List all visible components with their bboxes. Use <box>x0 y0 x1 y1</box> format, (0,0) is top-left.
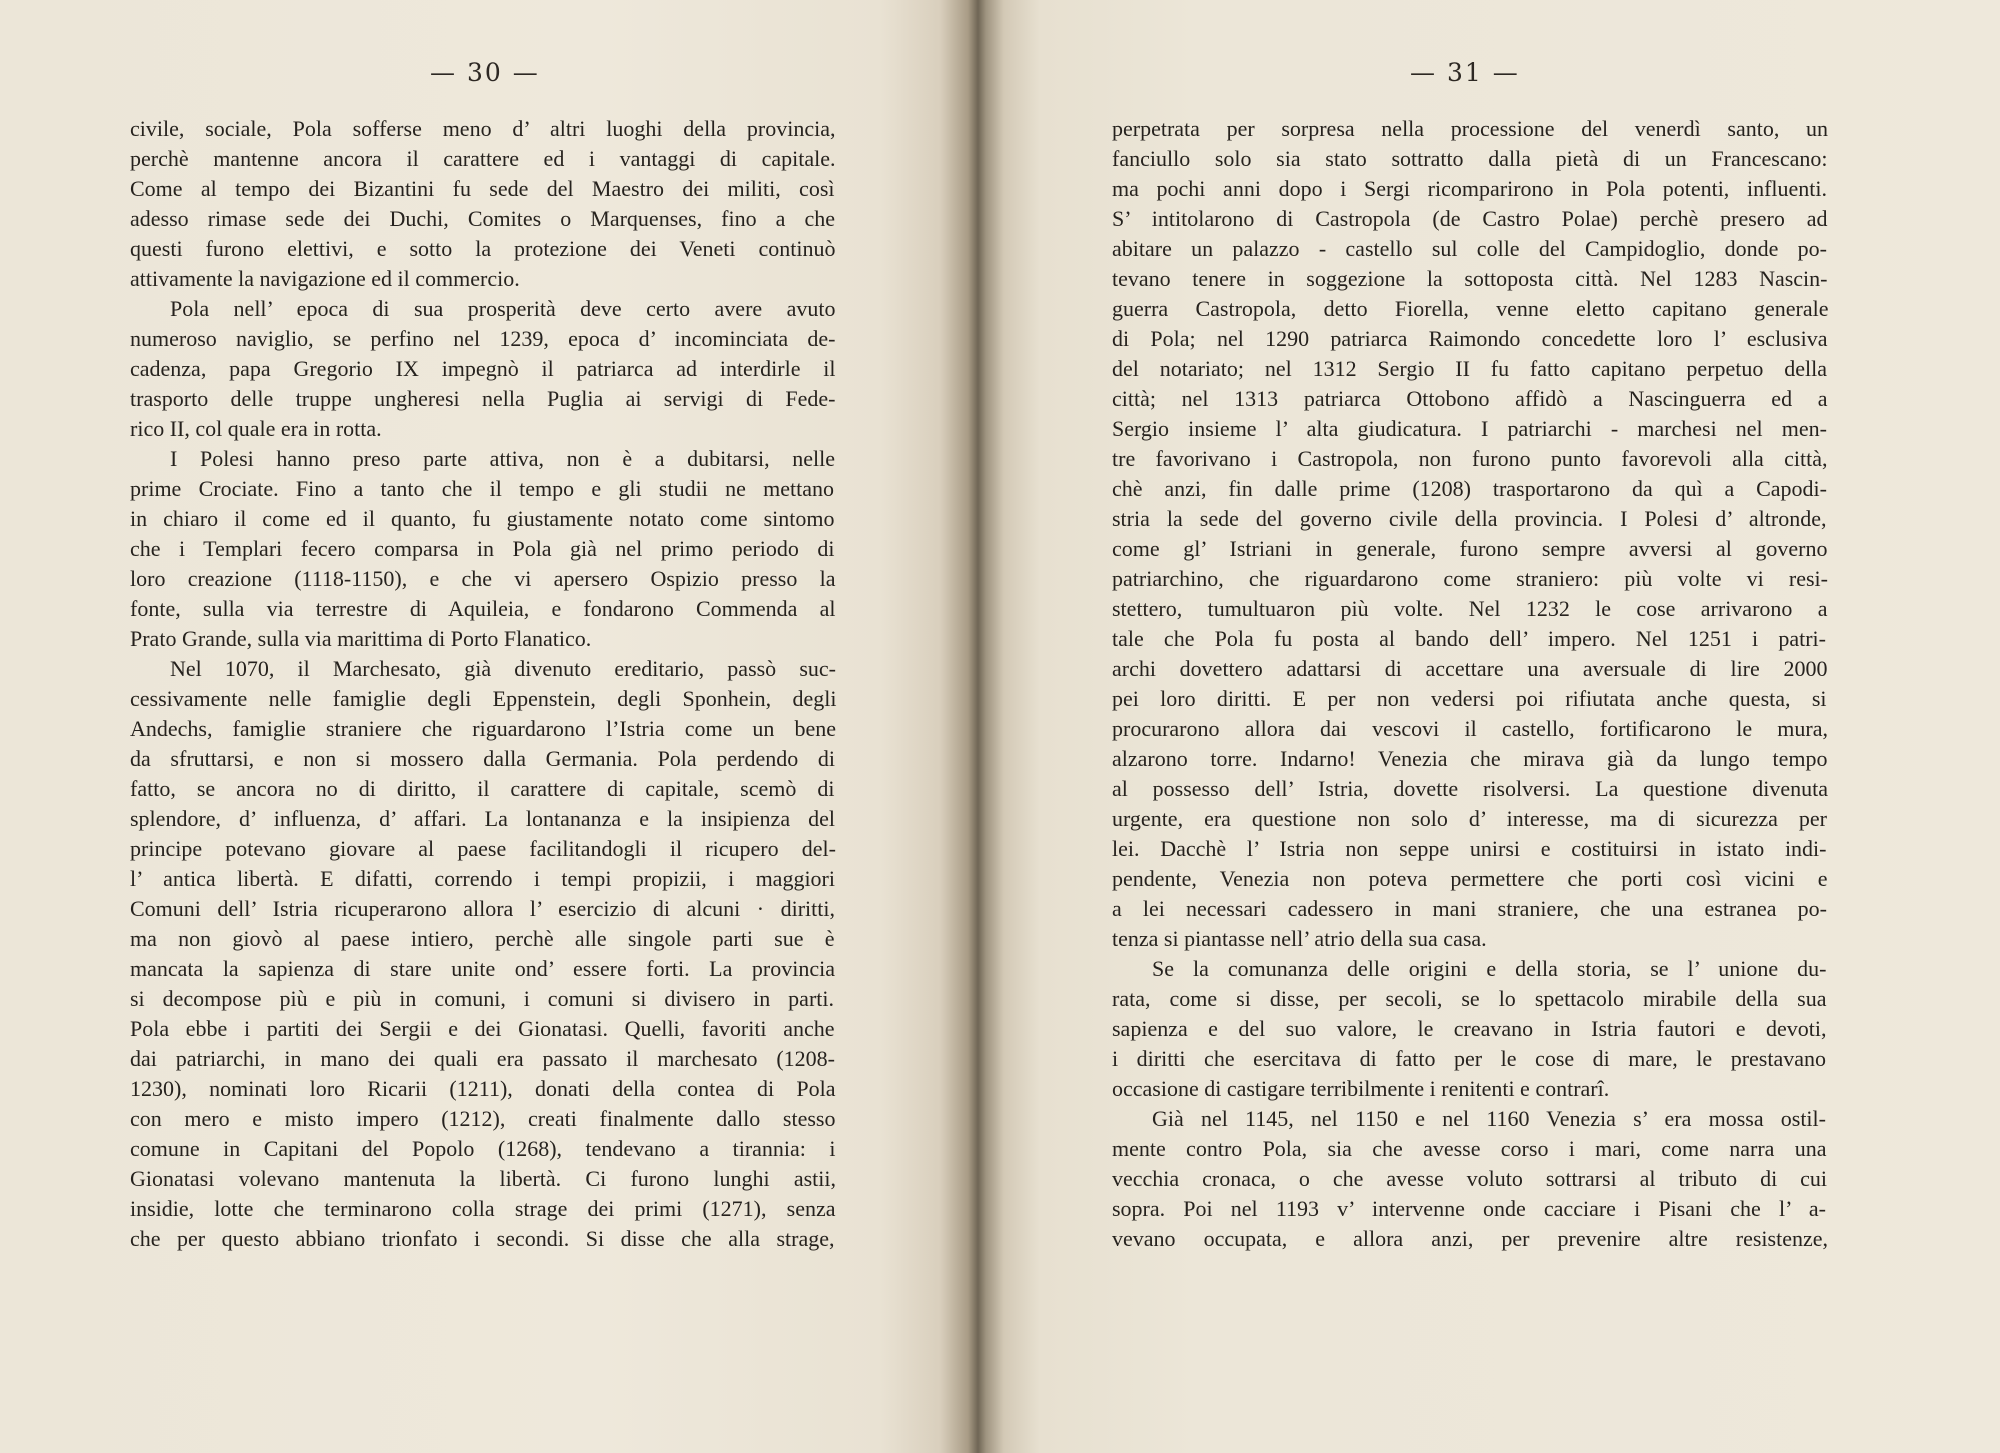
text-line: occasione di castigare terribilmente i renitenti e contrarî. <box>1112 1076 1610 1101</box>
text-line: in chiaro il come ed il quanto, fu giustamente notato come sintomo <box>130 506 835 531</box>
text-line: mente contro Pola, sia che avesse corso i mari, come narra una <box>1112 1136 1827 1161</box>
text-line: Comuni dell’ Istria ricuperarono allora l’ esercizio di alcuni · diritti, <box>130 896 835 921</box>
text-line: abitare un palazzo - castello sul colle del Campidoglio, donde po- <box>1112 236 1827 261</box>
text-line: fonte, sulla via terrestre di Aquileia, e fondarono Commenda al <box>130 596 836 621</box>
page-number: — 30 — <box>430 58 540 87</box>
text-line: del notariato; nel 1312 Sergio II fu fatto capitano perpetuo della <box>1112 356 1827 381</box>
text-line: sapienza e del suo valore, le creavano in Istria fautori e devoti, <box>1112 1016 1827 1041</box>
text-line: lei. Dacchè l’ Istria non seppe unirsi e costituirsi in istato indi- <box>1112 836 1827 861</box>
text-line: Pola ebbe i partiti dei Sergii e dei Gionatasi. Quelli, favoriti anche <box>130 1016 835 1041</box>
text-line: vecchia cronaca, o che avesse voluto sottrarsi al tributo di cui <box>1112 1166 1827 1191</box>
text-line: comune in Capitani del Popolo (1268), tendevano a tirannia: i <box>130 1136 836 1161</box>
text-line: attivamente la navigazione ed il commercio. <box>130 266 520 291</box>
text-line: si decompose più e più in comuni, i comuni si divisero in parti. <box>130 986 834 1011</box>
text-line: perpetrata per sorpresa nella processione del venerdì santo, un <box>1112 116 1828 141</box>
text-line: alzarono torre. Indarno! Venezia che mirava già da lungo tempo <box>1112 746 1828 771</box>
text-line: urgente, era questione non solo d’ interesse, ma di sicurezza per <box>1112 806 1827 831</box>
text-line: dai patriarchi, in mano dei quali era passato il marchesato (1208- <box>130 1046 835 1071</box>
text-line: procurarono allora dai vescovi il castello, fortificarono le mura, <box>1112 716 1828 741</box>
text-line: ma pochi anni dopo i Sergi ricomparirono in Pola potenti, influenti. <box>1112 176 1827 201</box>
left-page <box>0 0 985 1453</box>
text-line: numeroso naviglio, se perfino nel 1239, epoca d’ incominciata de- <box>130 326 836 351</box>
text-line: come gl’ Istriani in generale, furono sempre avversi al governo <box>1112 536 1828 561</box>
text-line: pei loro diritti. E per non vedersi poi rifiutata anche questa, si <box>1112 686 1827 711</box>
text-line: città; nel 1313 patriarca Ottobono affidò a Nascinguerra ed a <box>1112 386 1828 411</box>
text-line: Sergio insieme l’ alta giudicatura. I patriarchi - marchesi nel men- <box>1112 416 1827 441</box>
text-line: 1230), nominati loro Ricarii (1211), donati della contea di Pola <box>130 1076 836 1101</box>
text-line: con mero e misto impero (1212), creati finalmente dallo stesso <box>130 1106 836 1131</box>
text-line: Nel 1070, il Marchesato, già divenuto ereditario, passò suc- <box>170 656 836 681</box>
text-line: che per questo abbiano trionfato i secondi. Si disse che alla strage, <box>130 1226 835 1251</box>
text-line: rico II, col quale era in rotta. <box>130 416 382 441</box>
text-line: stettero, tumultuaron più volte. Nel 1232 le cose arrivarono a <box>1112 596 1828 621</box>
page-number: — 31 — <box>1410 58 1520 87</box>
page-text <box>1112 114 1832 1254</box>
text-line: Se la comunanza delle origini e della storia, se l’ unione du- <box>1152 956 1827 981</box>
text-line: archi dovettero adattarsi di accettare una aversuale di lire 2000 <box>1112 656 1828 681</box>
text-line: i diritti che esercitava di fatto per le cose di mare, le prestavano <box>1112 1046 1826 1071</box>
text-line: splendore, d’ influenza, d’ affari. La lontananza e la insipienza del <box>130 806 835 831</box>
page-text <box>130 114 840 1254</box>
text-line: Andechs, famiglie straniere che riguardarono l’Istria come un bene <box>130 716 836 741</box>
text-line: fatto, se ancora no di diritto, il carattere di capitale, scemò di <box>130 776 835 801</box>
text-line: vevano occupata, e allora anzi, per prevenire altre resistenze, <box>1112 1226 1828 1251</box>
text-line: stria la sede del governo civile della provincia. I Polesi d’ altronde, <box>1112 506 1827 531</box>
text-line: Pola nell’ epoca di sua prosperità deve certo avere avuto <box>170 296 836 321</box>
text-line: insidie, lotte che terminarono colla strage dei primi (1271), senza <box>130 1196 836 1221</box>
text-line: mancata la sapienza di stare unite ond’ essere forti. La provincia <box>130 956 835 981</box>
text-line: rata, come si disse, per secoli, se lo spettacolo mirabile della sua <box>1112 986 1827 1011</box>
text-line: che i Templari fecero comparsa in Pola già nel primo periodo di <box>130 536 835 561</box>
text-line: Come al tempo dei Bizantini fu sede del Maestro dei militi, così <box>130 176 835 201</box>
text-line: Prato Grande, sulla via marittima di Porto Flanatico. <box>130 626 592 651</box>
text-line: tevano tenere in soggezione la sottoposta città. Nel 1283 Nascin- <box>1112 266 1828 291</box>
text-line: Gionatasi volevano mantenuta la libertà. Ci furono lunghi astii, <box>130 1166 836 1191</box>
text-line: al possesso dell’ Istria, dovette risolversi. La questione divenuta <box>1112 776 1828 801</box>
text-line: da sfruttarsi, e non si mossero dalla Germania. Pola perdendo di <box>130 746 835 771</box>
text-line: ma non giovò al paese intiero, perchè alle singole parti sue è <box>130 926 835 951</box>
right-page <box>985 0 2000 1453</box>
text-line: cessivamente nelle famiglie degli Eppenstein, degli Sponhein, degli <box>130 686 837 711</box>
text-line: chè anzi, fin dalle prime (1208) trasportarono da quì a Capodi- <box>1112 476 1827 501</box>
text-line: patriarchino, che riguardarono come straniero: più volte vi resi- <box>1112 566 1828 591</box>
text-line: Già nel 1145, nel 1150 e nel 1160 Venezia s’ era mossa ostil- <box>1152 1106 1826 1131</box>
text-line: a lei necessari cadessero in mani straniere, che una estranea po- <box>1112 896 1827 921</box>
text-line: S’ intitolarono di Castropola (de Castro Polae) perchè presero ad <box>1112 206 1828 231</box>
text-line: questi furono elettivi, e sotto la protezione dei Veneti continuò <box>130 236 836 261</box>
text-line: tre favorivano i Castropola, non furono punto favorevoli alla città, <box>1112 446 1828 471</box>
text-line: civile, sociale, Pola sofferse meno d’ altri luoghi della provincia, <box>130 116 836 141</box>
text-line: tenza si piantasse nell’ atrio della sua casa. <box>1112 926 1487 951</box>
text-line: tale che Pola fu posta al bando dell’ impero. Nel 1251 i patri- <box>1112 626 1826 651</box>
text-line: l’ antica libertà. E difatti, correndo i tempi propizii, i maggiori <box>130 866 835 891</box>
text-line: sopra. Poi nel 1193 v’ intervenne onde cacciare i Pisani che l’ a- <box>1112 1196 1826 1221</box>
text-line: prime Crociate. Fino a tanto che il tempo e gli studii ne mettano <box>130 476 834 501</box>
text-line: principe potevano giovare al paese facilitandogli il ricupero del- <box>130 836 836 861</box>
text-line: fanciullo solo sia stato sottratto dalla pietà di un Francescano: <box>1112 146 1828 171</box>
text-line: loro creazione (1118-1150), e che vi apersero Ospizio presso la <box>130 566 836 591</box>
text-line: adesso rimase sede dei Duchi, Comites o Marquenses, fino a che <box>130 206 835 231</box>
text-line: I Polesi hanno preso parte attiva, non è a dubitarsi, nelle <box>170 446 835 471</box>
text-line: di Pola; nel 1290 patriarca Raimondo concedette loro l’ esclusiva <box>1112 326 1828 351</box>
text-line: guerra Castropola, detto Fiorella, venne eletto capitano generale <box>1112 296 1829 321</box>
text-line: cadenza, papa Gregorio IX impegnò il patriarca ad interdirle il <box>130 356 836 381</box>
text-line: trasporto delle truppe ungheresi nella Puglia ai servigi di Fede- <box>130 386 836 411</box>
text-line: pendente, Venezia non poteva permettere che porti così vicini e <box>1112 866 1828 891</box>
text-line: perchè mantenne ancora il carattere ed i vantaggi di capitale. <box>130 146 836 171</box>
